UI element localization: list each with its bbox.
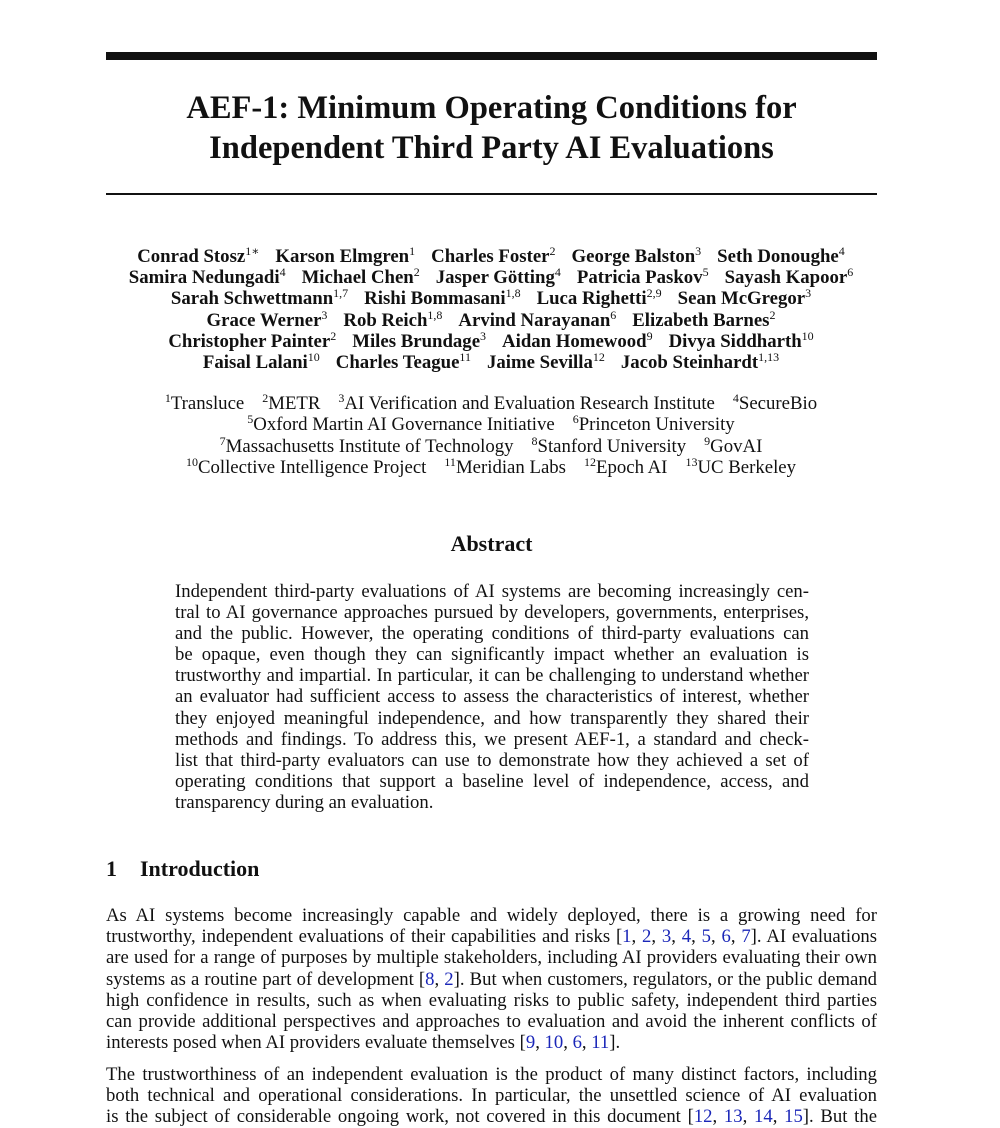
citation-link[interactable]: 13 [723, 1106, 743, 1128]
author-name: Seth Donoughe$^4$ [717, 244, 845, 267]
section-title: Introduction [140, 856, 260, 881]
affiliation-name: Princeton University [578, 414, 735, 436]
citation-link[interactable]: 6 [721, 926, 731, 948]
section-number: 1 [106, 856, 117, 881]
author-row [80, 267, 902, 288]
paragraph-line: trustworthy, independent evaluations of their capabilities and risks [1, 2, 3, 4, 5, 6, 7]. AI evaluations [106, 926, 878, 948]
author-name: Conrad Stosz$^{1∗}$ [137, 244, 260, 267]
author-name: Charles Foster$^2$ [431, 244, 556, 267]
abstract-line: transparency during an evaluation. [175, 791, 434, 813]
paragraph-line: is the subject of considerable ongoing work, not covered in this document [12, 13, 14, 15]. But the [106, 1106, 877, 1128]
author-name: Sayash Kapoor$^6$ [724, 265, 854, 289]
title-line: Independent Third Party AI Evaluations [209, 130, 774, 166]
author-affiliation-mark: 3 [805, 286, 812, 301]
author-name: Grace Werner$^3$ [206, 307, 328, 331]
paper-title [106, 88, 877, 168]
author-name: Michael Chen$^2$ [301, 265, 420, 289]
author-affiliation-mark: 2 [549, 244, 556, 258]
author-affiliation-mark: 2 [413, 265, 420, 280]
affiliation-name: Stanford University [537, 435, 687, 457]
affiliation-number: 2 [262, 391, 269, 405]
affiliation [219, 433, 514, 457]
affiliation-name: AI Verification and Evaluation Research Institute [344, 393, 715, 414]
affiliation-number: 6 [572, 412, 579, 427]
author-affiliation-mark: 1,8 [505, 286, 521, 301]
citation-link[interactable]: 11 [591, 1032, 610, 1054]
author-name: Aidan Homewood$^9$ [502, 328, 653, 352]
author-name: Karson Elmgren$^1$ [275, 244, 416, 267]
affiliation [444, 454, 566, 478]
citation-link[interactable]: 10 [544, 1032, 564, 1054]
author-name: Rishi Bommasani$^{1,8}$ [364, 286, 521, 310]
paragraph-line: high confidence in results, such as when evaluating risks to public safety, independent third parties [106, 989, 877, 1011]
author-affiliation-mark: 6 [610, 307, 617, 322]
affiliation [262, 393, 320, 414]
author-affiliation-mark: 4 [554, 265, 561, 280]
paragraph-line: can provide additional perspectives and approaches to evaluation and avoid the inherent conflicts of [106, 1011, 877, 1033]
author-affiliation-mark: 1,7 [333, 286, 349, 301]
affiliation-number: 9 [704, 433, 711, 448]
author-row [80, 307, 902, 331]
author-name: Christopher Painter$^2$ [168, 328, 337, 352]
title-rule-bottom [106, 193, 877, 195]
author-row [80, 352, 902, 373]
author-name: Jacob Steinhardt$^{1,13}$ [620, 350, 780, 374]
author-affiliation-mark: 3 [480, 328, 487, 343]
author-affiliation-mark: 11 [459, 350, 471, 365]
affiliation [573, 414, 735, 435]
section-heading [106, 855, 259, 883]
author-affiliation-mark: 10 [801, 328, 814, 343]
citation-link[interactable]: 6 [572, 1032, 582, 1054]
author-affiliation-mark: 2 [330, 328, 337, 343]
intro-paragraph-1 [106, 905, 877, 1053]
affiliation-name: METR [268, 393, 321, 414]
title-rule-top [106, 52, 877, 60]
author-name: Elizabeth Barnes$^2$ [632, 307, 776, 331]
affiliation-number: 12 [583, 454, 596, 469]
citation-link[interactable]: 14 [754, 1106, 773, 1128]
affiliation [338, 393, 714, 414]
affiliation-row [80, 414, 902, 435]
citation-link[interactable]: 8 [425, 968, 435, 990]
author-name: Charles Teague$^{11}$ [335, 350, 471, 374]
author-affiliation-mark: 1,13 [758, 350, 780, 365]
affiliation-name: GovAI [710, 435, 763, 457]
author-affiliation-mark: 4 [838, 244, 845, 258]
citation-link[interactable]: 1 [622, 926, 632, 948]
author-affiliation-mark: 10 [307, 350, 320, 365]
affiliation-row [80, 433, 902, 457]
affiliation-list [80, 393, 902, 478]
author-list [80, 246, 902, 373]
affiliation [704, 433, 763, 457]
author-affiliation-mark: 2 [769, 307, 776, 322]
intro-paragraph-2 [106, 1064, 877, 1128]
affiliation [185, 454, 427, 478]
author-name: Divya Siddharth$^{10}$ [668, 328, 814, 352]
affiliation-number: 3 [338, 391, 345, 405]
affiliation [531, 433, 687, 457]
author-name: Jaime Sevilla$^{12}$ [486, 350, 605, 374]
affiliation-row [80, 393, 902, 414]
citation-link[interactable]: 4 [681, 926, 692, 948]
affiliation [583, 454, 668, 478]
abstract-heading: Abstract [450, 531, 533, 556]
citation-link[interactable]: 5 [701, 926, 711, 948]
affiliation-number: 1 [164, 391, 171, 405]
author-affiliation-mark: 1∗ [245, 244, 260, 258]
abstract-body [175, 581, 809, 813]
title-line: AEF-1: Minimum Operating Conditions for [186, 90, 797, 126]
paragraph-line: both technical and operational considerations. In particular, the unsettled science of AI evaluation [106, 1085, 877, 1107]
abstract-line: they enjoyed meaningful independence, and how transparently they shared their [175, 707, 809, 729]
abstract-line: list that third-party evaluators can use to demonstrate how they achieved a set of [175, 749, 809, 771]
author-affiliation-mark: 3 [695, 244, 702, 258]
author-name: Patricia Paskov$^5$ [576, 265, 709, 289]
author-name: Luca Righetti$^{2,9}$ [536, 286, 662, 310]
author-name: George Balston$^3$ [571, 244, 702, 267]
abstract-line: Independent third-party evaluations of AI systems are becoming increasingly cen- [175, 581, 809, 602]
affiliation-number: 7 [219, 433, 226, 448]
citation-link[interactable]: 12 [693, 1106, 713, 1128]
author-name: Sarah Schwettmann$^{1,7}$ [170, 286, 349, 310]
affiliation [733, 393, 817, 414]
affiliation-name: Meridian Labs [455, 456, 566, 478]
author-affiliation-mark: 4 [279, 265, 286, 280]
affiliation-name: Massachusetts Institute of Technology [225, 435, 514, 457]
author-affiliation-mark: 9 [646, 328, 653, 343]
author-name: Samira Nedungadi$^4$ [128, 265, 286, 289]
paragraph-line: are used for a range of purposes by multiple stakeholders, including AI providers evaluating their own [106, 947, 877, 969]
affiliation-name: UC Berkeley [697, 456, 797, 478]
affiliation-number: 4 [732, 391, 739, 405]
paragraph-line: The trustworthiness of an independent evaluation is the product of many distinct factors, including [106, 1064, 877, 1085]
affiliation [247, 414, 554, 435]
author-affiliation-mark: 2,9 [646, 286, 662, 301]
abstract-line: be opaque, even though they can significantly impact whether an evaluation is [175, 644, 809, 666]
citation-link[interactable]: 15 [784, 1106, 803, 1128]
affiliation [685, 454, 797, 478]
author-row [80, 328, 902, 352]
citation-link[interactable]: 3 [661, 926, 672, 948]
author-name: Sean McGregor$^3$ [677, 286, 812, 310]
abstract-line: operating conditions that support a baseline level of independence, access, and [175, 770, 809, 792]
author-affiliation-mark: 12 [592, 350, 605, 365]
author-row [80, 246, 902, 267]
paragraph-line: interests posed when AI providers evaluate themselves [9, 10, 6, 11]. [106, 1032, 621, 1054]
citation-link[interactable]: 9 [525, 1032, 536, 1054]
author-affiliation-mark: 5 [702, 265, 709, 280]
affiliation [165, 393, 244, 414]
abstract-line: an evaluator had sufficient access to assess the characteristics of interest, whether [175, 686, 809, 708]
author-name: Miles Brundage$^3$ [352, 328, 487, 352]
affiliation-name: SecureBio [738, 393, 818, 414]
author-affiliation-mark: 6 [847, 265, 854, 280]
author-affiliation-mark: 1 [409, 244, 416, 258]
abstract-line: and the public. However, the operating conditions of third-party evaluations can [175, 623, 809, 645]
affiliation-name: Oxford Martin AI Governance Initiative [253, 414, 555, 436]
affiliation-name: Transluce [170, 393, 245, 414]
author-name: Faisal Lalani$^{10}$ [202, 350, 320, 374]
abstract-line: tral to AI governance approaches pursued by developers, governments, enterprises, [175, 602, 809, 624]
abstract-line: trustworthy and impartial. In particular, it can be challenging to understand whether [175, 665, 809, 687]
abstract-line: methods and findings. To address this, we present AEF-1, a standard and check- [175, 728, 809, 750]
affiliation-name: Epoch AI [595, 456, 668, 478]
citation-link[interactable]: 7 [741, 926, 751, 948]
author-row [80, 288, 902, 309]
affiliation-row [80, 454, 902, 478]
affiliation-number: 10 [185, 454, 198, 469]
author-name: Jasper Götting$^4$ [435, 265, 561, 289]
author-affiliation-mark: 3 [321, 307, 328, 322]
affiliation-number: 13 [685, 454, 698, 469]
affiliation-number: 8 [531, 433, 538, 448]
author-name: Arvind Narayanan$^6$ [458, 307, 617, 331]
author-name: Rob Reich$^{1,8}$ [343, 307, 443, 331]
affiliation-number: 11 [444, 454, 456, 469]
citation-link[interactable]: 2 [444, 968, 454, 990]
citation-link[interactable]: 2 [642, 926, 652, 948]
affiliation-number: 5 [247, 412, 254, 427]
paragraph-line: systems as a routine part of development [8, 2]. But when customers, regulators, or the public demand [106, 968, 878, 990]
author-affiliation-mark: 1,8 [427, 307, 443, 322]
affiliation-name: Collective Intelligence Project [197, 456, 427, 478]
paragraph-line: As AI systems become increasingly capable and widely deployed, there is a growing need for [106, 905, 877, 926]
